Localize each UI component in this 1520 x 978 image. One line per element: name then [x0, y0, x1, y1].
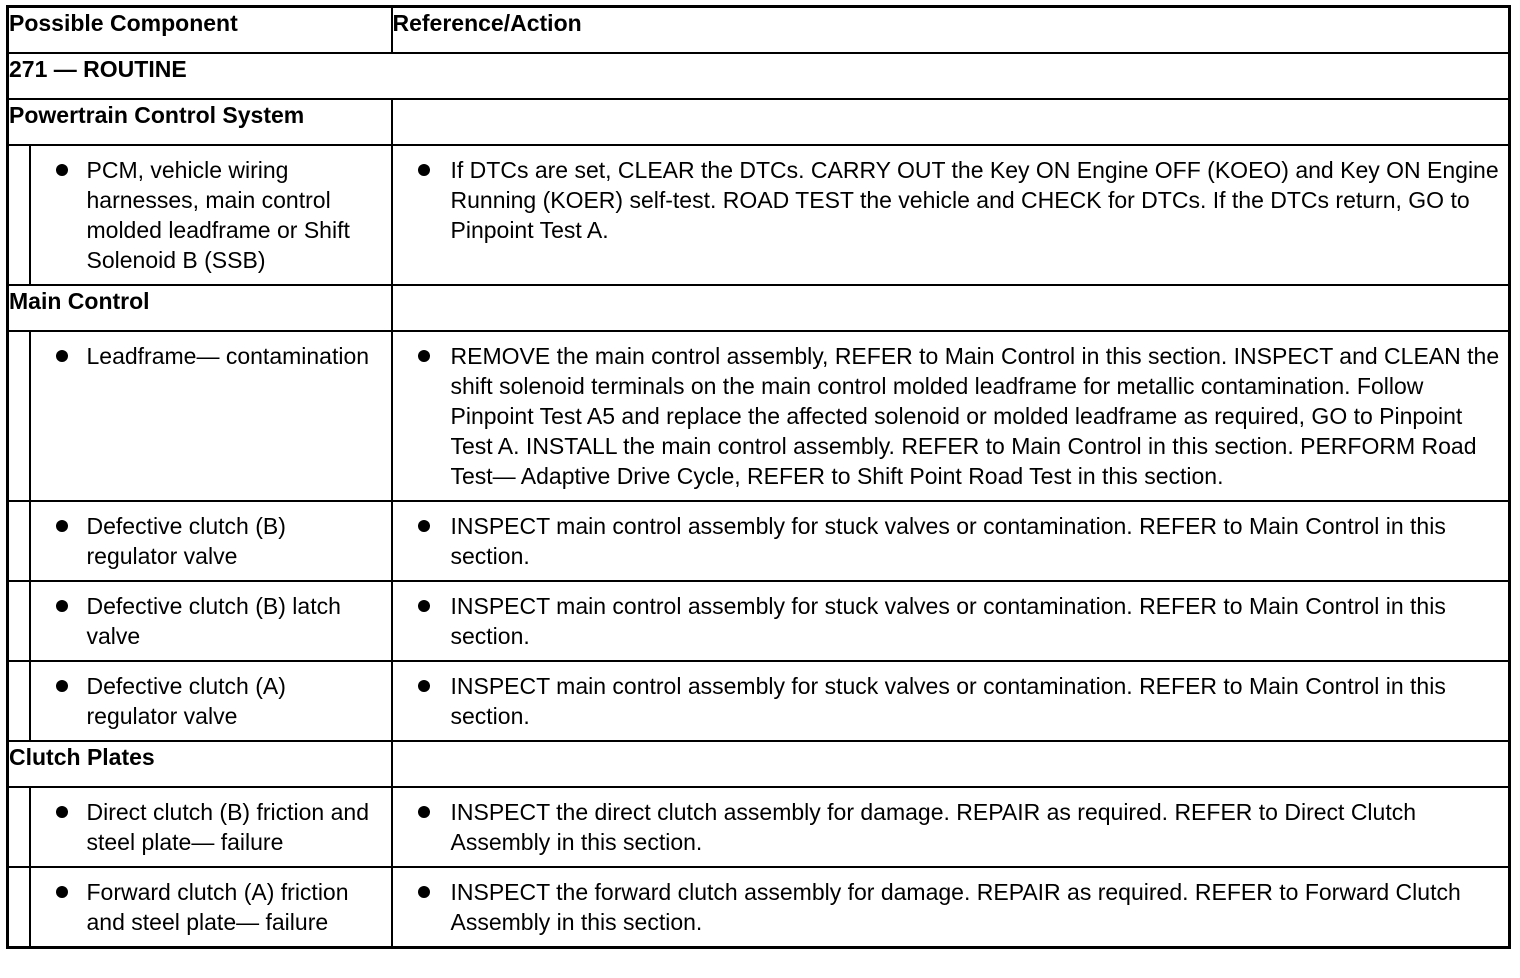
section-blank-cell [392, 99, 1510, 145]
section-title: Main Control [8, 285, 392, 331]
component-text: Defective clutch (B) latch valve [31, 582, 391, 660]
table-row [8, 145, 1510, 285]
indent-cell [8, 145, 30, 285]
action-text: If DTCs are set, CLEAR the DTCs. CARRY OUT the Key ON Engine OFF (KOEO) and Key ON Engine Running (KOER) self-test. ROAD TEST the vehicle and CHECK for DTCs. If the DTCs return, GO to Pinpoint Test A. [393, 146, 1509, 254]
section-blank-cell [392, 741, 1510, 787]
component-cell [30, 867, 392, 948]
component-cell [30, 581, 392, 661]
component-cell [30, 331, 392, 501]
component-cell [30, 501, 392, 581]
table-row [8, 661, 1510, 741]
component-cell [30, 787, 392, 867]
section-row [8, 285, 1510, 331]
component-text: Defective clutch (A) regulator valve [31, 662, 391, 740]
action-cell [392, 501, 1510, 581]
section-row [8, 741, 1510, 787]
section-title: Powertrain Control System [8, 99, 392, 145]
section-blank-cell [392, 285, 1510, 331]
component-text: Forward clutch (A) friction and steel plate— failure [31, 868, 391, 946]
action-cell [392, 331, 1510, 501]
action-text: INSPECT the forward clutch assembly for damage. REPAIR as required. REFER to Forward Clutch Assembly in this section. [393, 868, 1509, 946]
component-text: Leadframe— contamination [31, 332, 391, 380]
action-cell [392, 787, 1510, 867]
indent-cell [8, 501, 30, 581]
action-text: REMOVE the main control assembly, REFER to Main Control in this section. INSPECT and CLEAN the shift solenoid terminals on the main control molded leadframe for metallic contamination. Follow Pinpoint Test A5 and replace the affected solenoid or molded leadframe as required, GO to Pinpoint Test A. INSTALL the main control assembly. REFER to Main Control in this section. PERFORM Road Test— Adaptive Drive Cycle, REFER to Shift Point Road Test in this section. [393, 332, 1509, 500]
diagnosis-table [6, 5, 1511, 949]
table-row [8, 787, 1510, 867]
table-header-row [8, 7, 1510, 54]
component-text: Defective clutch (B) regulator valve [31, 502, 391, 580]
component-text: PCM, vehicle wiring harnesses, main control molded leadframe or Shift Solenoid B (SSB) [31, 146, 391, 284]
section-title: Clutch Plates [8, 741, 392, 787]
routine-title: 271 — ROUTINE [8, 53, 1510, 99]
indent-cell [8, 661, 30, 741]
action-cell [392, 867, 1510, 948]
action-text: INSPECT main control assembly for stuck valves or contamination. REFER to Main Control in this section. [393, 582, 1509, 660]
table-row [8, 331, 1510, 501]
component-cell [30, 145, 392, 285]
action-cell [392, 145, 1510, 285]
component-cell [30, 661, 392, 741]
indent-cell [8, 331, 30, 501]
action-cell [392, 661, 1510, 741]
section-row [8, 99, 1510, 145]
action-text: INSPECT main control assembly for stuck valves or contamination. REFER to Main Control in this section. [393, 662, 1509, 740]
table-row [8, 501, 1510, 581]
table-row [8, 581, 1510, 661]
table-row [8, 867, 1510, 948]
indent-cell [8, 867, 30, 948]
indent-cell [8, 787, 30, 867]
header-possible-component: Possible Component [8, 7, 392, 54]
action-cell [392, 581, 1510, 661]
routine-row [8, 53, 1510, 99]
action-text: INSPECT the direct clutch assembly for damage. REPAIR as required. REFER to Direct Clutch Assembly in this section. [393, 788, 1509, 866]
action-text: INSPECT main control assembly for stuck valves or contamination. REFER to Main Control in this section. [393, 502, 1509, 580]
component-text: Direct clutch (B) friction and steel plate— failure [31, 788, 391, 866]
header-reference-action: Reference/Action [392, 7, 1510, 54]
indent-cell [8, 581, 30, 661]
